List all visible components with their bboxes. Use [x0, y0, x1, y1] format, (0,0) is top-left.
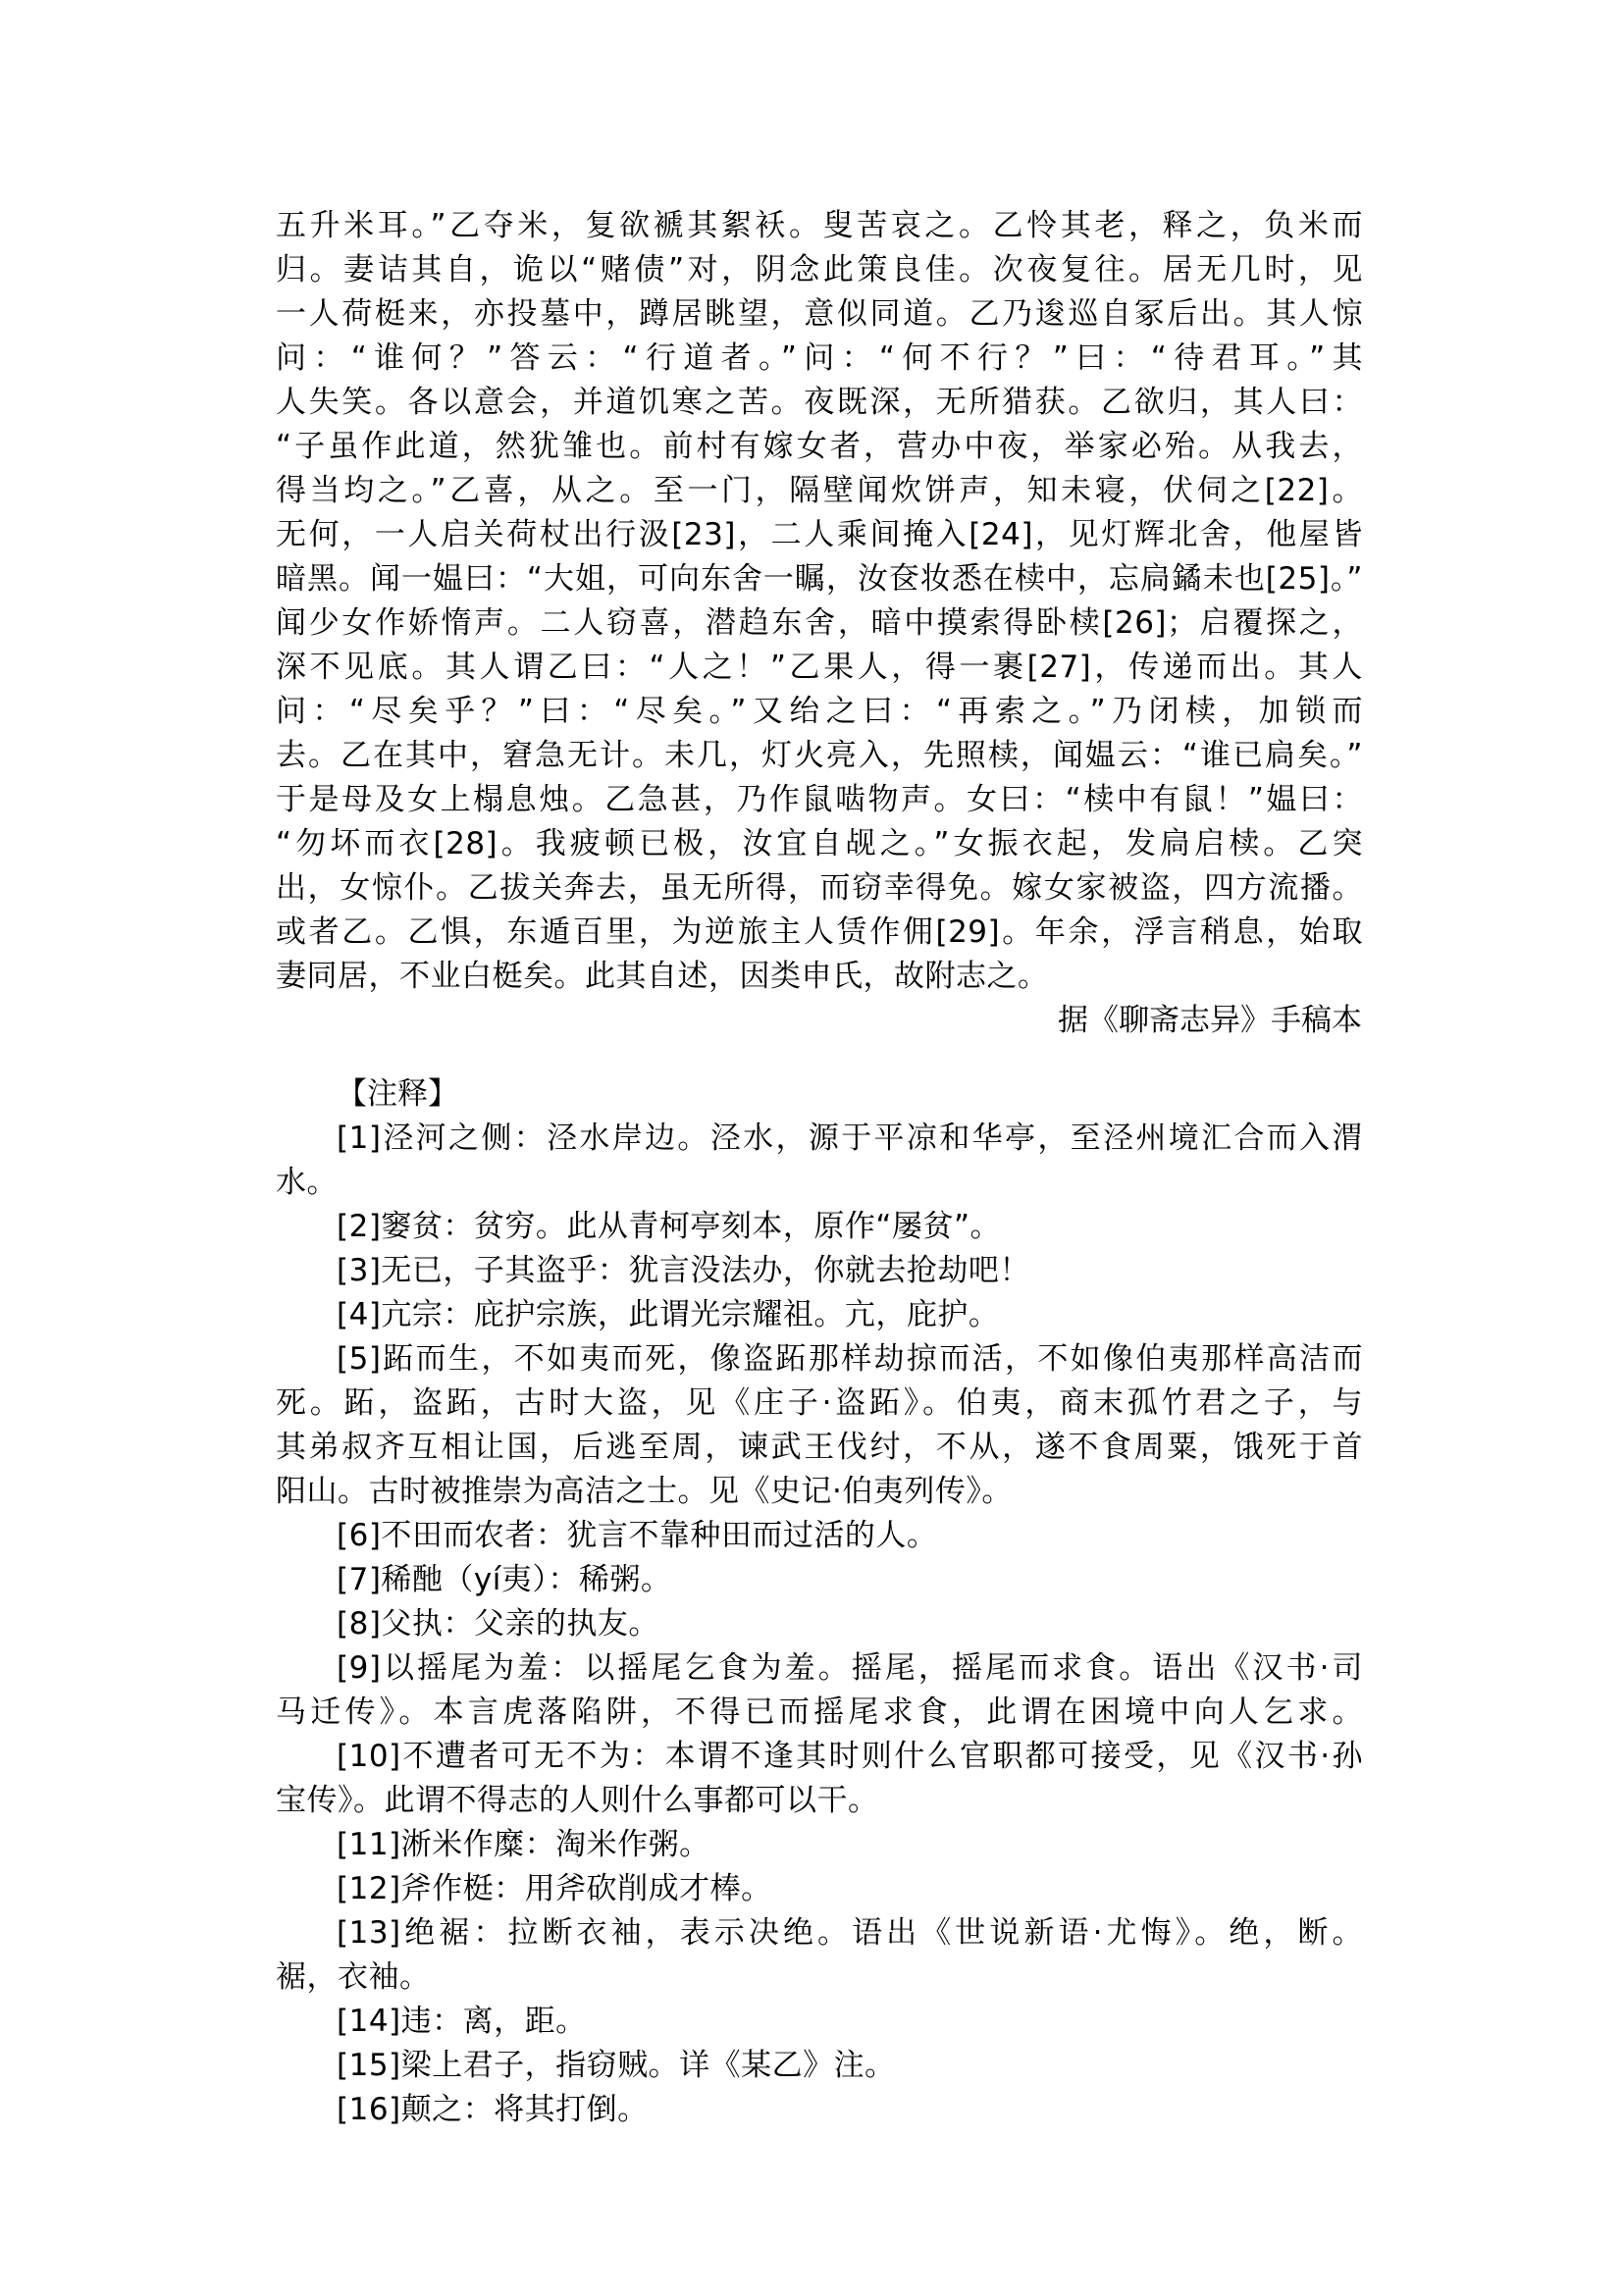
note-line: 水。 — [276, 1165, 338, 1200]
note-line: [1]泾河之侧：泾水岸边。泾水，源于平凉和华亭，至泾州境汇合而入渭 — [337, 1121, 1363, 1156]
story-line: 或者乙。乙惧，东遁百里，为逆旅主人赁作佣[29]。年余，浮言稍息，始取 — [276, 914, 1363, 950]
note-line: [6]不田而农者：犹言不靠种田而过活的人。 — [337, 1518, 938, 1553]
source-attribution: 据《聊斋志异》手稿本 — [1058, 1003, 1362, 1038]
note-line: [14]违：离，距。 — [337, 2004, 587, 2039]
story-line: 无何，一人启关荷杖出行汲[23]，二人乘间掩入[24]，见灯辉北舍，他屋皆 — [276, 517, 1363, 552]
note-line: [11]淅米作糜：淘米作粥。 — [337, 1827, 710, 1862]
story-line: “勿坏而衣[28]。我疲顿已极，汝宜自觇之。”女振衣起，发扃启椟。乙突 — [276, 826, 1363, 861]
story-line: 去。乙在其中，窘急无计。未几，灯火亮入，先照椟，闻媪云：“谁已扃矣。” — [276, 738, 1363, 773]
note-line: [5]跖而生，不如夷而死，像盗跖那样劫掠而活，不如像伯夷那样高洁而 — [337, 1341, 1363, 1377]
story-line: “子虽作此道，然犹雏也。前村有嫁女者，营办中夜，举家必殆。从我去， — [276, 429, 1363, 464]
story-line: 出，女惊仆。乙拔关奔去，虽无所得，而窃幸得免。嫁女家被盗，四方流播。 — [276, 870, 1363, 906]
note-line: [9]以摇尾为羞：以摇尾乞食为羞。摇尾，摇尾而求食。语出《汉书·司 — [337, 1650, 1363, 1686]
note-line: [16]颠之：将其打倒。 — [337, 2092, 649, 2127]
story-line: 人失笑。各以意会，并道饥寒之苦。夜既深，无所猎获。乙欲归，其人曰： — [276, 385, 1363, 420]
note-line: [7]稀酏（yí夷）：稀粥。 — [337, 1562, 672, 1597]
story-line: 深不见底。其人谓乙曰：“人之！”乙果人，得一裹[27]，传递而出。其人 — [276, 650, 1363, 685]
note-line: [4]亢宗：庇护宗族，此谓光宗耀祖。亢，庇护。 — [337, 1297, 1000, 1332]
story-line: 闻少女作娇惰声。二人窃喜，潜趋东舍，暗中摸索得卧椟[26]；启覆探之， — [276, 605, 1363, 641]
notes-heading: 【注释】 — [337, 1076, 458, 1112]
story-line: 问：“谁何？”答云：“行道者。”问：“何不行？”曰：“待君耳。”其 — [276, 340, 1363, 376]
story-line: 妻同居，不业白梃矣。此其自述，因类申氏，故附志之。 — [276, 959, 1049, 994]
note-line: [2]窭贫：贫穷。此从青柯亭刻本，原作“屡贫”。 — [337, 1209, 1002, 1244]
note-line: [8]父执：父亲的执友。 — [337, 1606, 659, 1642]
note-line: 其弟叔齐互相让国，后逃至周，谏武王伐纣，不从，遂不食周粟，饿死于首 — [276, 1430, 1363, 1465]
story-line: 一人荷梃来，亦投墓中，蹲居眺望，意似同道。乙乃逡巡自冢后出。其人惊 — [276, 296, 1363, 332]
note-line: [12]斧作梃：用斧砍削成才棒。 — [337, 1871, 772, 1906]
note-line: 裾，衣袖。 — [276, 1959, 431, 1995]
story-line: 得当均之。”乙喜，从之。至一门，隔壁闻炊饼声，知未寝，伏伺之[22]。 — [276, 473, 1363, 508]
note-line: 马迁传》。本言虎落陷阱，不得已而摇尾求食，此谓在困境中向人乞求。 — [276, 1694, 1363, 1730]
story-line: 五升米耳。”乙夺米，复欲褫其絮袄。叟苦哀之。乙怜其老，释之，负米而 — [276, 208, 1363, 243]
story-line: 归。妻诘其自，诡以“赌债”对，阴念此策良佳。次夜复往。居无几时，见 — [276, 252, 1363, 287]
note-line: [10]不遭者可无不为：本谓不逢其时则什么官职都可接受，见《汉书·孙 — [337, 1739, 1363, 1774]
note-line: 阳山。古时被推崇为高洁之士。见《史记·伯夷列传》。 — [276, 1474, 1013, 1509]
story-line: 暗黑。闻一媪曰：“大姐，可向东舍一瞩，汝奁妆悉在椟中，忘扃鐍未也[25]。” — [276, 561, 1363, 597]
note-line: [15]梁上君子，指窃贼。详《某乙》注。 — [337, 2048, 896, 2083]
story-line: 问：“尽矣乎？”曰：“尽矣。”又绐之曰：“再索之。”乃闭椟，加锁而 — [276, 694, 1363, 729]
note-line: 宝传》。此谓不得志的人则什么事都可以干。 — [276, 1783, 879, 1818]
note-line: [3]无已，子其盗乎：犹言没法办，你就去抢劫吧！ — [337, 1253, 1030, 1288]
note-line: [13]绝裾：拉断衣袖，表示决绝。语出《世说新语·尤悔》。绝，断。 — [337, 1915, 1363, 1951]
story-line: 于是母及女上榻息烛。乙急甚，乃作鼠啮物声。女曰：“椟中有鼠！”媪曰： — [276, 782, 1363, 817]
note-line: 死。跖，盗跖，古时大盗，见《庄子·盗跖》。伯夷，商末孤竹君之子，与 — [276, 1385, 1363, 1421]
